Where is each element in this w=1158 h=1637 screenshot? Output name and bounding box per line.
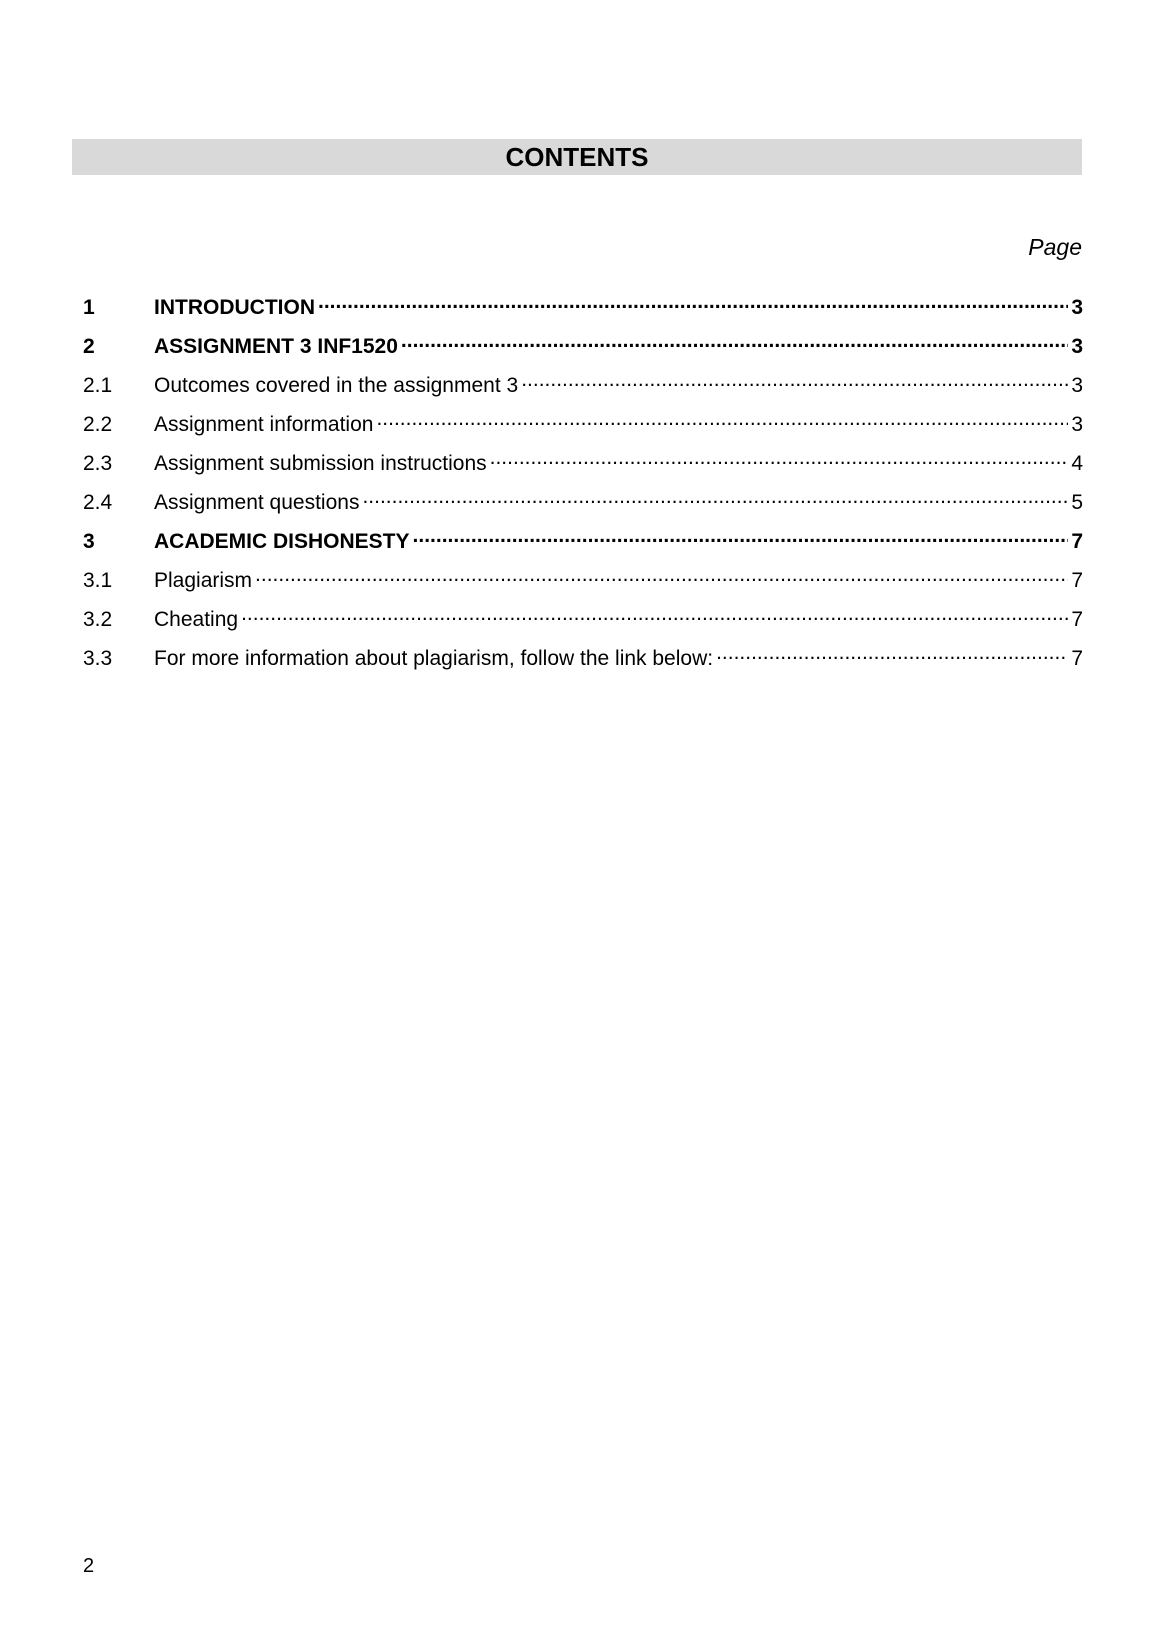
toc-entry-number: 1 bbox=[83, 296, 95, 319]
toc-dot-leader bbox=[241, 602, 1068, 626]
toc-entry-number: 3 bbox=[83, 530, 95, 553]
toc-entry-cheating[interactable] bbox=[72, 602, 1083, 631]
toc-entry-page: 3 bbox=[1071, 296, 1083, 319]
table-of-contents bbox=[72, 290, 1083, 680]
toc-entry-number: 2.2 bbox=[83, 413, 113, 436]
toc-entry-academic-dishonesty[interactable] bbox=[72, 524, 1083, 553]
toc-entry-submission-instructions[interactable] bbox=[72, 446, 1083, 475]
toc-entry-plagiarism[interactable] bbox=[72, 563, 1083, 592]
toc-entry-page: 3 bbox=[1071, 335, 1083, 358]
toc-entry-title: ASSIGNMENT 3 INF1520 bbox=[154, 335, 398, 358]
contents-title-bar bbox=[72, 139, 1082, 175]
toc-entry-more-information[interactable] bbox=[72, 641, 1083, 670]
toc-entry-title: Assignment information bbox=[154, 413, 374, 436]
toc-entry-page: 3 bbox=[1071, 413, 1083, 436]
toc-entry-title: Assignment submission instructions bbox=[154, 452, 487, 475]
toc-entry-title: Plagiarism bbox=[154, 569, 253, 592]
page-title: CONTENTS bbox=[505, 141, 649, 172]
toc-entry-page: 7 bbox=[1071, 569, 1083, 592]
toc-entry-page: 7 bbox=[1071, 647, 1083, 670]
toc-entry-page: 5 bbox=[1071, 491, 1083, 514]
toc-dot-leader bbox=[490, 446, 1068, 470]
toc-entry-page: 4 bbox=[1071, 452, 1083, 475]
toc-entry-number: 2 bbox=[83, 335, 95, 358]
toc-entry-number: 2.3 bbox=[83, 452, 113, 475]
toc-entry-page: 3 bbox=[1071, 374, 1083, 397]
toc-entry-number: 2.1 bbox=[83, 374, 113, 397]
toc-entry-assignment-questions[interactable] bbox=[72, 485, 1083, 514]
toc-entry-assignment-information[interactable] bbox=[72, 407, 1083, 436]
toc-dot-leader bbox=[362, 485, 1068, 509]
toc-entry-assignment-3[interactable] bbox=[72, 329, 1083, 358]
toc-entry-title: Cheating bbox=[154, 608, 239, 631]
toc-dot-leader bbox=[413, 524, 1068, 548]
toc-dot-leader bbox=[318, 290, 1068, 314]
toc-dot-leader bbox=[716, 641, 1068, 665]
toc-entry-number: 3.2 bbox=[83, 608, 113, 631]
toc-entry-title: ACADEMIC DISHONESTY bbox=[154, 530, 410, 553]
toc-entry-number: 3.1 bbox=[83, 569, 113, 592]
toc-entry-title: INTRODUCTION bbox=[154, 296, 315, 319]
toc-entry-page: 7 bbox=[1071, 530, 1083, 553]
toc-entry-title: Assignment questions bbox=[154, 491, 360, 514]
toc-entry-number: 2.4 bbox=[83, 491, 113, 514]
toc-entry-title: Outcomes covered in the assignment 3 bbox=[154, 374, 519, 397]
toc-entry-page: 7 bbox=[1071, 608, 1083, 631]
page-column-label: Page bbox=[1028, 234, 1082, 260]
toc-entry-title: For more information about plagiarism, follow the link below: bbox=[154, 647, 714, 670]
toc-dot-leader bbox=[376, 407, 1068, 431]
toc-entry-introduction[interactable] bbox=[72, 290, 1083, 319]
toc-entry-number: 3.3 bbox=[83, 647, 113, 670]
toc-entry-outcomes[interactable] bbox=[72, 368, 1083, 397]
footer-page-number: 2 bbox=[83, 1555, 95, 1577]
toc-dot-leader bbox=[401, 329, 1068, 353]
toc-dot-leader bbox=[521, 368, 1068, 392]
toc-dot-leader bbox=[255, 563, 1068, 587]
